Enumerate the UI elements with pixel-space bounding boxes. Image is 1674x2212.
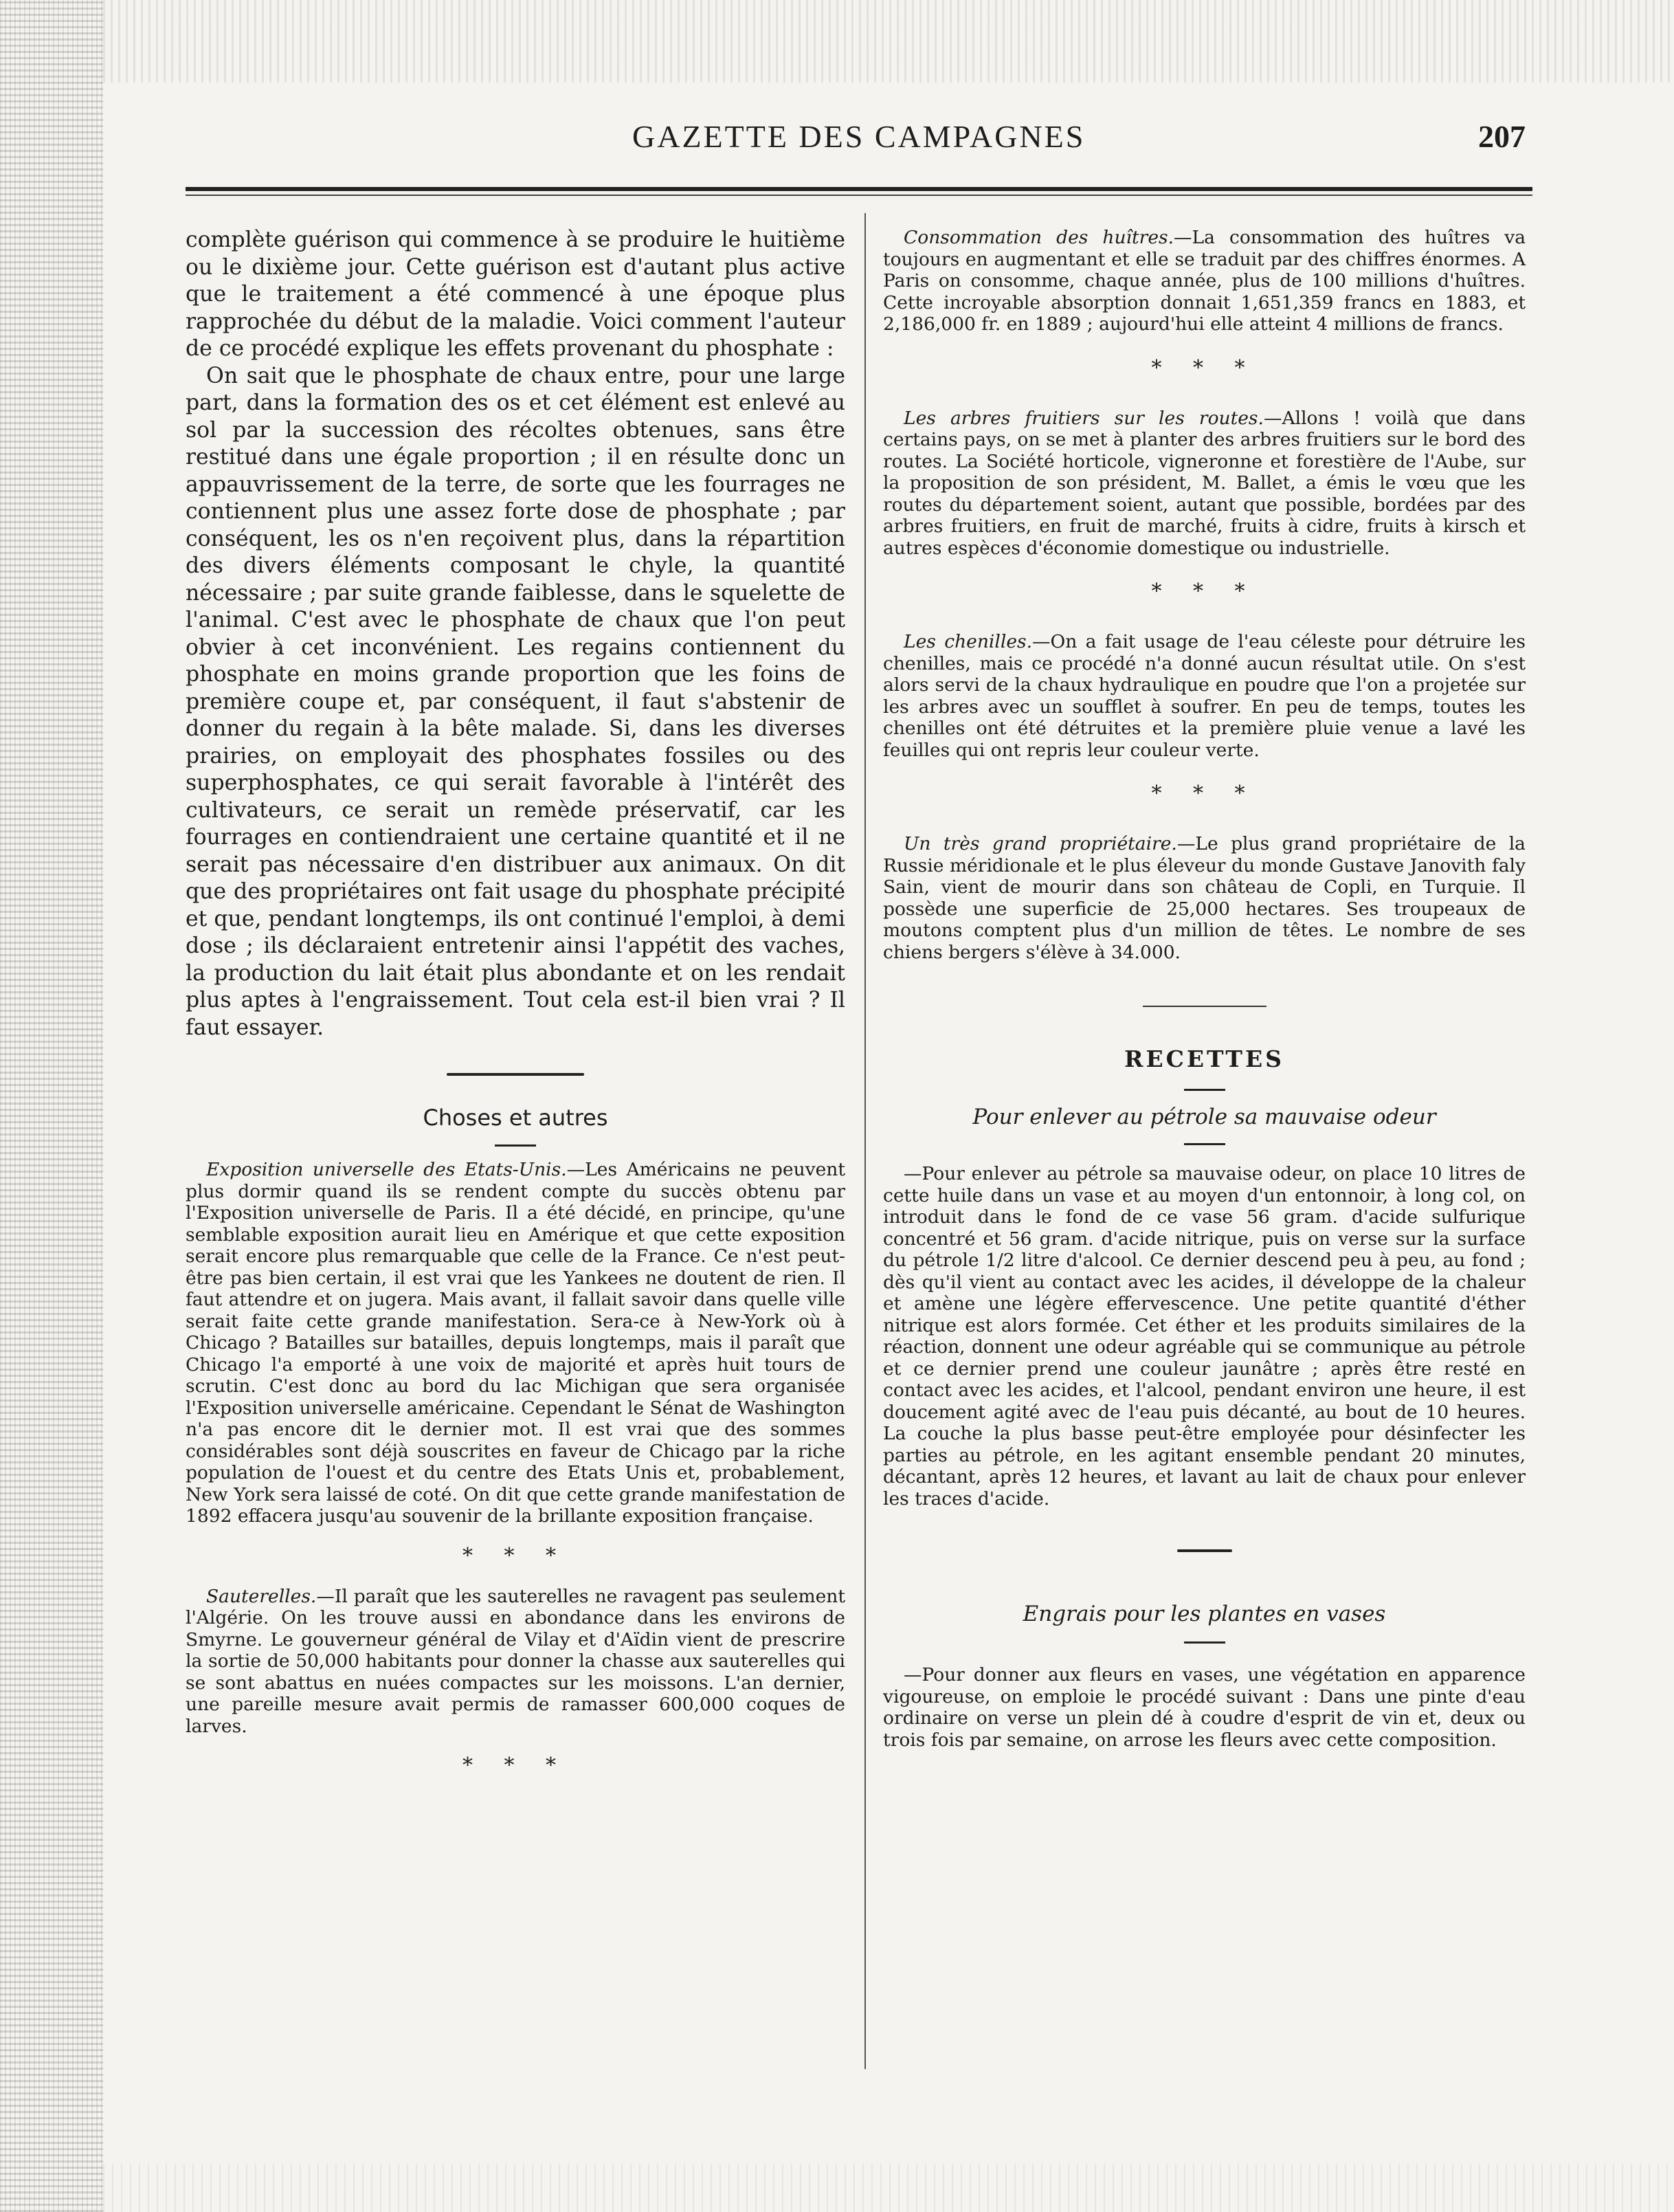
publication-title: GAZETTE DES CAMPAGNES — [632, 119, 1086, 154]
header-rule-thick — [186, 187, 1532, 191]
section-title: Choses et autres — [423, 1105, 608, 1131]
scan-edge-left — [0, 0, 103, 2212]
asterism: * * * — [1151, 355, 1258, 380]
recette-1-text: —Pour enlever au pétrole sa mauvaise odeur, on place 10 litres de cette huile dans un vase et au moyen d'un entonnoir, à long col, on introduit dans le fond de ce vase 56 gram. d'acide sulfurique concentré et 56 gram. d'acide nitrique, puis on verse sur la surface du pétrole 1/2 litre d'alcool. Ce dernier descend peu à peu, au fond ; dès qu'il vient au contact avec les acides, il développe de la chaleur et amène une légère effervescence. Une petite quantité d'éther nitrique est alors formée. Cet éther et les produits similaires de la réaction, donnent une odeur agréable qui se communique au pétrole et ce dernier prend une couleur jaunâtre ; après être resté en contact avec les acides, et l'alcool, pendant environ une heure, il est doucement agité avec de l'eau puis décanté, au bout de 10 heures. La couche la plus basse peut-être employée pour désinfecter les parties au pétrole, en les agitant ensemble pendant 20 minutes, décantant, après 12 heures, et lavant au lait de chaux pour enlever les traces d'acide. — [883, 1163, 1526, 1509]
recette-1-title: Pour enlever au pétrole sa mauvaise odeur — [972, 1105, 1436, 1129]
article-proprietaire-lead: Un très grand propriétaire. — [904, 833, 1177, 854]
quote-paragraph: On sait que le phosphate de chaux entre, pour une large part, dans la formation des os et cet élément est enlevé au sol par la succession des récoltes obtenues, sans être restitué dans une égale proportion ; il en résulte donc un appauvrissement de la terre, de sorte que les fourrages ne contiennent plus une assez forte dose de phosphate ; par conséquent, les os n'en reçoivent plus, dans la répartition des divers éléments composant le chyle, la quantité nécessaire ; par suite grande faiblesse, dans le squelette de l'animal. C'est avec le phosphate de chaux que l'on peut obvier à cet inconvénient. Les regains contiennent du phosphate en moins grande proportion que les foins de première coupe et, par conséquent, il faut s'abstenir de donner du regain à la bête malade. Si, dans les diverses prairies, on employait des phosphates fossiles ou des superphosphates, ce qui serait favorable à l'intérêt des cultivateurs, ce serait un remède préservatif, car les fourrages en contiendraient une certaine quantité et il ne serait pas nécessaire d'en distribuer aux animaux. On dit que des propriétaires ont fait usage du phosphate précipité et que, pendant longtemps, ils ont continué l'emploi, à demi dose ; ils déclaraient entretenir ainsi l'appétit des vaches, la production du lait était plus abondante et on les rendait plus aptes à l'engraissement. Tout cela est-il bien vrai ? Il faut essayer. — [186, 363, 845, 1040]
article-sauterelles-text: —Il paraît que les sauterelles ne ravagent pas seulement l'Algérie. On les trouve aussi en abondance dans les environs de Smyrne. Le gouverneur général de Vilay et d'Aïdin vient de prescrire la sortie de 50,000 habitants pour donner la chasse aux sauterelles qui se sont abattus en nuées compactes sur les moissons. L'an dernier, une pareille mesure avait permis de ramasser 600,000 coques de larves. — [186, 1585, 845, 1737]
page-number: 207 — [1478, 119, 1526, 154]
page-header — [186, 118, 1532, 166]
asterism: * * * — [462, 1543, 569, 1568]
article-chenilles-lead: Les chenilles. — [904, 631, 1033, 652]
article-chenilles — [883, 631, 1526, 761]
article-huitres-lead: Consommation des huîtres. — [904, 227, 1174, 248]
article-sauterelles-lead: Sauterelles. — [206, 1585, 317, 1607]
scan-edge-top — [103, 0, 1674, 82]
asterism: * * * — [1151, 579, 1258, 604]
article-expo-text: —Les Américains ne peuvent plus dormir quand ils se rendent compte du succès obtenu par l'Exposition universelle de Paris. Il a été décidé, en principe, qu'une semblable exposition aurait lieu en Amérique et que cette exposition serait encore plus remarquable que celle de la France. Ce n'est peut-être pas bien certain, il est vrai que les Yankees ne doutent de rien. Il faut attendre et on jugera. Mais avant, il fallait savoir dans quelle ville serait faite cette grande manifestation. Sera-ce à New-York où à Chicago ? Batailles sur batailles, depuis longtemps, mais il paraît que Chicago l'a emporté à une voix de majorité et après huit tours de scrutin. C'est donc au bord du lac Michigan que sera organisée l'Exposition universelle américaine. Cependant le Sénat de Washington n'a pas encore dit le dernier mot. Il est vrai que des sommes considérables sont déjà souscrites en faveur de Chicago par la riche population de l'ouest et du centre des Etats Unis et, probablement, New York sera laissé de coté. On dit que cette grande manifestation de 1892 effacera jusqu'au souvenir de la brillante exposition française. — [186, 1159, 846, 1527]
article-expo — [186, 1159, 845, 1527]
header-rule-thin — [186, 195, 1532, 196]
article-arbres-lead: Les arbres fruitiers sur les routes. — [904, 407, 1264, 429]
asterism: * * * — [1151, 782, 1258, 806]
article-sauterelles — [186, 1586, 845, 1738]
recette-2-title: Engrais pour les plantes en vases — [1023, 1602, 1386, 1626]
scan-edge-bottom — [103, 2164, 1674, 2212]
article-proprietaire-text: —Le plus grand propriétaire de la Russie méridionale et le plus éleveur du monde Gustave Janovith faly Sain, vient de mourir dans son château de Copli, en Turquie. Il possède une superficie de 25,000 hectares. Ses troupeaux de moutons comptent plus d'un million de têtes. Le nombre de ses chiens bergers s'élève à 34.000. — [883, 833, 1526, 963]
left-column — [186, 227, 845, 1778]
main-paragraph: complète guérison qui commence à se produire le huitième ou le dixième jour. Cette guérison est d'autant plus active que le traitement a été commencé à une époque plus rapprochée du début de la maladie. Voici comment l'auteur de ce procédé explique les effets provenant du phosphate : — [186, 228, 845, 361]
article-expo-lead: Exposition universelle des Etats-Unis. — [206, 1159, 567, 1180]
article-arbres-text: —Allons ! voilà que dans certains pays, on se met à planter des arbres fruitiers sur le bord des routes. La Société horticole, vigneronne et forestière de l'Aube, sur la proposition de son président, M. Ballet, a émis le vœu que les routes du département soient, autant que possible, bordées par des arbres fruitiers, en fruit de marché, fruits à cidre, fruits à kirsch et autres espèces d'économie domestique ou industrielle. — [883, 407, 1526, 559]
column-divider — [864, 213, 866, 2069]
recettes-title: RECETTES — [1124, 1046, 1284, 1072]
article-huitres — [883, 227, 1526, 335]
article-huitres-text: —La consommation des huîtres va toujours en augmentant et elle se traduit par des chiffres énormes. A Paris on consomme, chaque année, plus de 100 millions d'huîtres. Cette incroyable absorption donnait 1,651,359 francs en 1883, et 2,186,000 fr. en 1889 ; aujourd'hui elle atteint 4 millions de francs. — [883, 227, 1526, 335]
article-chenilles-text: —On a fait usage de l'eau céleste pour détruire les chenilles, mais ce procédé n'a donné aucun résultat utile. On s'est alors servi de la chaux hydraulique en poudre que l'on a projetée sur les arbres avec un soufflet à soufrer. En peu de temps, toutes les chenilles ont été détruites et la première pluie venue a lavé les feuilles qui ont repris leur couleur verte. — [883, 631, 1526, 761]
asterism: * * * — [462, 1754, 569, 1778]
right-column — [883, 227, 1526, 1751]
article-arbres — [883, 408, 1526, 560]
article-proprietaire — [883, 833, 1526, 963]
recette-2-text: —Pour donner aux fleurs en vases, une végétation en apparence vigoureuse, on emploie le procédé suivant : Dans une pinte d'eau ordinaire on verse un plein dé à coudre d'esprit de vin et, deux ou trois fois par semaine, on arrose les fleurs avec cette composition. — [883, 1664, 1526, 1751]
